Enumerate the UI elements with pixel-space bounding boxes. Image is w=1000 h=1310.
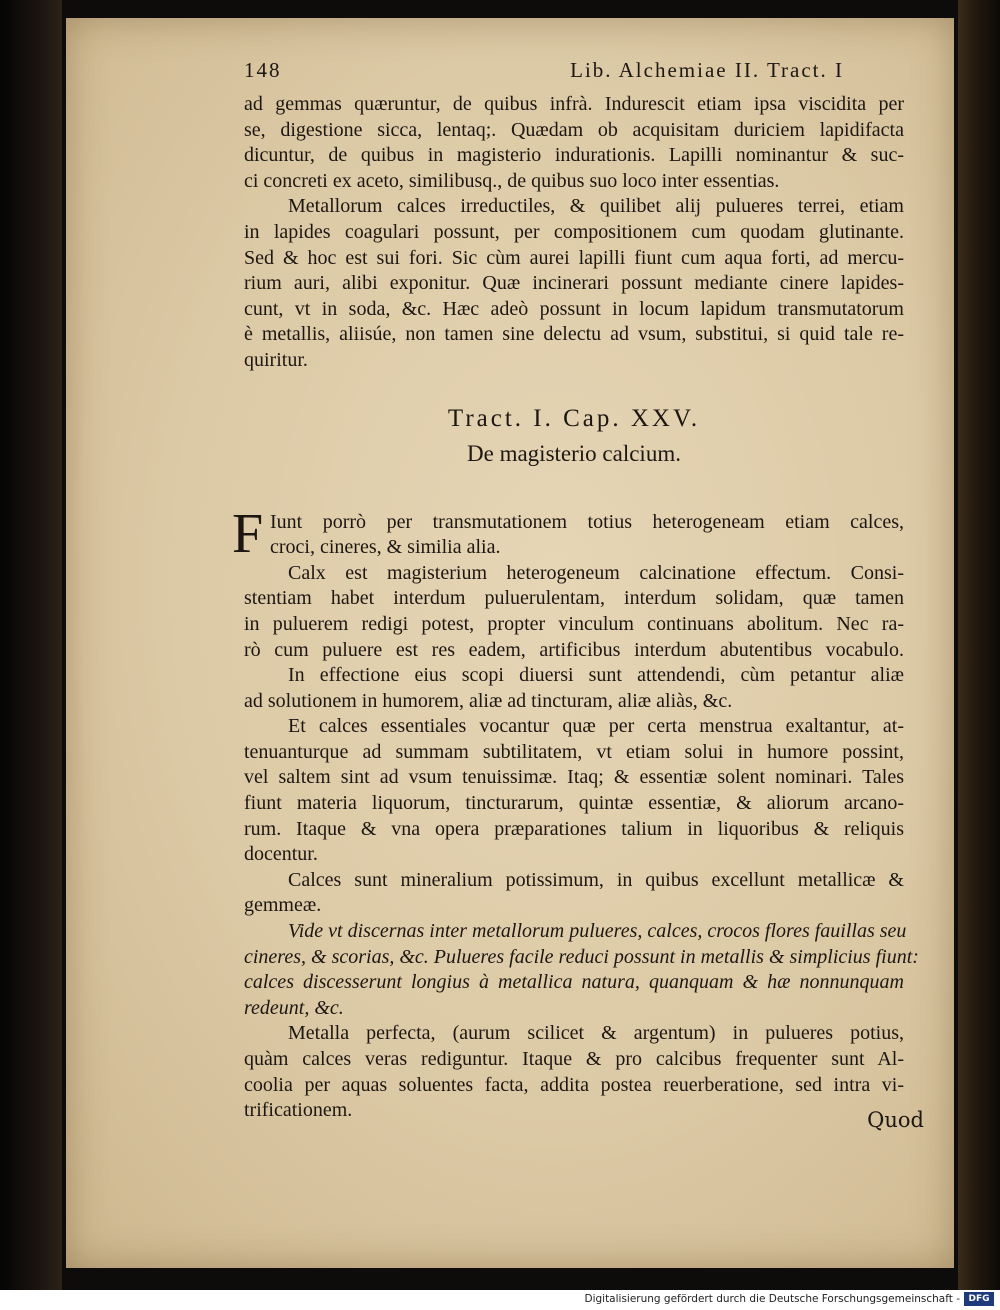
text-line: Calces sunt mineralium potissimum, in quibus excellunt metallicæ & <box>288 868 904 891</box>
text-line: trificationem. <box>244 1099 353 1122</box>
text-line: Et calces essentiales vocantur quæ per certa menstrua exaltantur, at- <box>288 715 904 738</box>
chapter-title: Tract. I. Cap. XXV. <box>447 404 701 432</box>
book-edge-right <box>958 0 1000 1290</box>
paragraph-8-italic <box>244 919 919 1021</box>
text-line: ci concreti ex aceto, similibusq., de quibus suo loco inter essentias. <box>244 169 780 192</box>
text-line: rium auri, alibi exponitur. Quæ incinerari possunt mediante cinere lapides- <box>244 272 904 295</box>
page-number: 148 <box>244 58 282 82</box>
text-line: Sed & hoc est sui fori. Sic cùm aurei lapilli fiunt cum aqua forti, ad mercu- <box>244 246 904 269</box>
text-line: se, digestione sicca, lentaq;. Quædam ob acquisitam duriciem lapidifacta <box>244 118 904 141</box>
text-line: croci, cineres, & similia alia. <box>270 536 501 559</box>
text-line: ad solutionem in humorem, aliæ ad tincturam, aliæ aliàs, &c. <box>244 689 733 712</box>
text-line: quàm calces veras rediguntur. Itaque & pro calcibus frequenter sunt Al- <box>244 1048 904 1070</box>
paragraph-7 <box>244 868 904 919</box>
text-line: gemmeæ. <box>244 894 322 917</box>
text-line: Vide vt discernas inter metallorum pulueres, calces, crocos flores fauillas seu <box>288 920 907 943</box>
text-line: in puluerem redigi potest, propter vinculum continuans abolitum. Nec ra- <box>244 612 904 635</box>
text-line: Calx est magisterium heterogeneum calcinatione effectum. Consi- <box>288 561 904 584</box>
catchword: Quod <box>867 1108 924 1132</box>
text-line: coolia per aquas soluentes facta, addita postea reuerberatione, sed intra vi- <box>244 1073 904 1096</box>
text-line: dicuntur, de quibus in magisterio indurationis. Lapilli nominantur & suc- <box>244 144 904 167</box>
paragraph-9 <box>244 1021 904 1123</box>
paragraph-3 <box>232 502 904 565</box>
text-line: In effectione eius scopi diuersi sunt attendendi, cùm petantur aliæ <box>288 664 904 687</box>
text-line: rò cum puluere est res eadem, artificibus interdum abutentibus vocabulo. <box>244 638 904 661</box>
text-line: Iunt porrò per transmutationem totius heterogeneam etiam calces, <box>270 510 904 533</box>
text-line: stentiam habet interdum puluerulentam, interdum solidam, quæ tamen <box>244 587 904 610</box>
text-line: è metallis, aliisúe, non tamen sine delectu ad vsum, substitui, si quid tale re- <box>244 323 904 346</box>
dfg-logo-icon: DFG <box>964 1292 994 1306</box>
running-head: Lib. Alchemiae II. Tract. I <box>570 58 844 82</box>
text-line: Metalla perfecta, (aurum scilicet & argentum) in pulueres potius, <box>288 1022 904 1045</box>
book-page <box>66 18 954 1268</box>
text-line: cunt, vt in soda, &c. Hæc adeò possunt in locum lapidum transmutatorum <box>244 297 904 320</box>
paragraph-1 <box>244 92 904 194</box>
paragraph-2 <box>244 194 904 373</box>
text-line: redeunt, &c. <box>244 996 344 1019</box>
text-line: cineres, & scorias, &c. Pulueres facile reduci possunt in metallis & simplicius fiunt: <box>244 945 919 968</box>
paragraph-6 <box>244 714 904 868</box>
page-header <box>244 58 904 92</box>
text-line: ad gemmas quæruntur, de quibus infrà. Indurescit etiam ipsa viscidita per <box>244 93 904 115</box>
footer-credit: Digitalisierung gefördert durch die Deutsche Forschungsgemeinschaft - <box>584 1293 960 1305</box>
text-line: rum. Itaque & vna opera præparationes talium in liquoribus & reliquis <box>244 817 904 840</box>
text-line: docentur. <box>244 843 318 866</box>
drop-cap: F <box>232 502 264 565</box>
text-line: quiritur. <box>244 348 308 371</box>
text-block <box>232 58 919 1124</box>
chapter-subtitle: De magisterio calcium. <box>467 440 681 466</box>
text-line: calces discesserunt longius à metallica natura, quanquam & hæ nonnunquam <box>244 971 904 994</box>
text-line: fiunt materia liquorum, tincturarum, quintæ essentiæ, & aliorum arcano- <box>244 792 904 815</box>
book-spine-left <box>0 0 62 1290</box>
text-line: Metallorum calces irreductiles, & quilibet alij pulueres terrei, etiam <box>288 195 904 218</box>
paragraph-5 <box>244 663 904 714</box>
paragraph-4 <box>244 561 904 663</box>
text-line: tenuanturque ad summam subtilitatem, vt etiam solui in humore possint, <box>244 740 904 763</box>
text-line: in lapides coagulari possunt, per compositionem cum quodam glutinante. <box>244 220 904 243</box>
text-line: vel saltem sint ad vsum tenuissimæ. Itaq; & essentiæ solent nominari. Tales <box>244 766 904 789</box>
